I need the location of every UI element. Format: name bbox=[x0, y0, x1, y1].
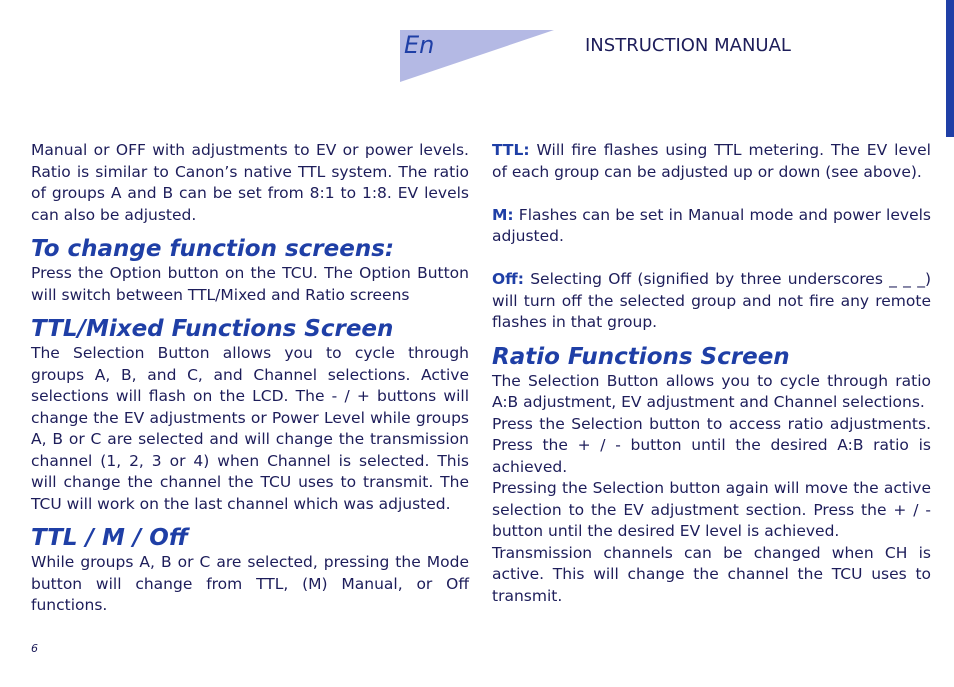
mode-m-paragraph bbox=[492, 205, 931, 248]
ratio-paragraph-1: The Selection Button allows you to cycle through ratio A:B adjustment, EV adjustment and Channel selections. bbox=[492, 371, 931, 411]
mode-ttl-term: TTL: bbox=[492, 141, 530, 159]
mode-ttl-paragraph bbox=[492, 140, 931, 183]
left-column bbox=[31, 140, 469, 617]
mode-off-text: Selecting Off (signified by three underscores _ _ _) will turn off the selected group and not fire any remote flashes in that group. bbox=[492, 270, 931, 331]
language-label: En bbox=[404, 31, 435, 59]
mode-ttl-text: Will fire flashes using TTL metering. The EV level of each group can be adjusted up or down (see above). bbox=[492, 141, 931, 181]
heading-ttl-mixed: TTL/Mixed Functions Screen bbox=[31, 316, 394, 342]
heading-ratio-functions: Ratio Functions Screen bbox=[492, 343, 790, 370]
change-screens-paragraph: Press the Option button on the TCU. The Option Button will switch between TTL/Mixed and Ratio screens bbox=[31, 264, 469, 304]
mode-off-term: Off: bbox=[492, 270, 524, 288]
right-column bbox=[492, 140, 931, 607]
side-accent-bar bbox=[946, 0, 954, 137]
mode-m-term: M: bbox=[492, 205, 514, 224]
ttl-mixed-paragraph: The Selection Button allows you to cycle through groups A, B, and C, and Channel selections. Active selections will flash on the LCD. The - / + buttons will change the EV adjustments or Power Level while groups A, B or C are selected and will change the transmission channel (1, 2, 3 or 4) when Channel is selected. This will change the channel the TCU uses to transmit. The TCU will work on the last channel which was adjusted. bbox=[31, 344, 469, 513]
manual-title: INSTRUCTION MANUAL bbox=[585, 35, 791, 56]
ttl-m-off-paragraph: While groups A, B or C are selected, pressing the Mode button will change from TTL, (M) Manual, or Off functions. bbox=[31, 553, 469, 614]
mode-m-text: Flashes can be set in Manual mode and power levels adjusted. bbox=[492, 205, 931, 245]
page-number: 6 bbox=[31, 642, 38, 655]
ratio-paragraph-4: Transmission channels can be changed when CH is active. This will change the channel the TCU uses to transmit. bbox=[492, 543, 931, 605]
ratio-paragraph-2: Press the Selection button to access ratio adjustments. Press the + / - button until the desired A:B ratio is achieved. bbox=[492, 414, 931, 476]
intro-paragraph: Manual or OFF with adjustments to EV or power levels. Ratio is similar to Canon’s native TTL system. The ratio of groups A and B can be set from 8:1 to 1:8. EV levels can also be adjusted. bbox=[31, 141, 469, 224]
ratio-paragraph-3: Pressing the Selection button again will move the active selection to the EV adjustment section. Press the + / - button until the desired EV level is achieved. bbox=[492, 479, 931, 540]
mode-off-paragraph bbox=[492, 269, 931, 334]
heading-ttl-m-off: TTL / M / Off bbox=[31, 525, 188, 551]
heading-change-screens: To change function screens: bbox=[31, 236, 395, 262]
